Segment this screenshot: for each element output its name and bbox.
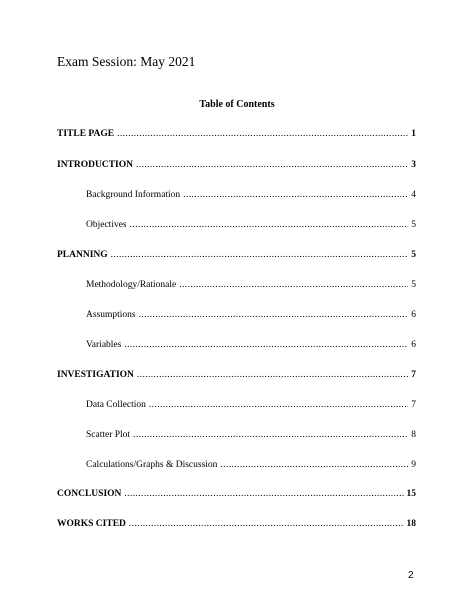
toc-entry-page: 7 — [411, 370, 416, 380]
toc-entry-introduction — [57, 159, 416, 171]
toc-leader-dots — [124, 488, 403, 500]
toc-entry-label: Background Information — [86, 190, 181, 200]
toc-entry-page: 5 — [411, 280, 416, 290]
toc-entry-planning — [57, 249, 416, 261]
toc-entry-label: Scatter Plot — [86, 430, 131, 440]
toc-entry-label: Variables — [86, 340, 122, 350]
toc-entry-label: INVESTIGATION — [57, 370, 134, 380]
toc-entry-label: Data Collection — [86, 400, 146, 410]
toc-entry-label: TITLE PAGE — [57, 129, 115, 139]
toc-leader-dots — [124, 339, 408, 351]
toc-entry-page: 7 — [411, 400, 416, 410]
toc-entry-page: 6 — [411, 310, 416, 320]
toc-entry-conclusion — [57, 488, 416, 500]
toc-leader-dots — [111, 249, 409, 261]
toc-entry-page: 8 — [411, 430, 416, 440]
toc-leader-dots — [183, 189, 408, 201]
toc-entry-label: Assumptions — [86, 310, 136, 320]
toc-entry-variables — [86, 339, 416, 351]
toc-entry-investigation — [57, 369, 416, 381]
toc-entry-page: 4 — [411, 190, 416, 200]
toc-entry-label: Objectives — [86, 220, 127, 230]
toc-entry-objectives — [86, 219, 416, 231]
toc-entry-background-information — [86, 189, 416, 201]
toc-entry-page: 5 — [411, 220, 416, 230]
toc-leader-dots — [137, 369, 408, 381]
toc-leader-dots — [136, 159, 408, 171]
toc-entry-page: 18 — [406, 519, 416, 529]
toc-entry-label: Calculations/Graphs & Discussion — [86, 460, 218, 470]
toc-leader-dots — [117, 128, 408, 140]
toc-leader-dots — [133, 429, 408, 441]
page-number: 2 — [408, 570, 414, 581]
toc-entry-works-cited — [57, 518, 416, 530]
exam-session-line: Exam Session: May 2021 — [57, 54, 196, 69]
toc-leader-dots — [129, 518, 404, 530]
toc-entry-page: 6 — [411, 340, 416, 350]
toc-heading: Table of Contents — [199, 99, 275, 110]
toc-leader-dots — [179, 279, 408, 291]
toc-entry-calculations-graphs-discussion — [86, 459, 416, 471]
toc-entry-label: PLANNING — [57, 250, 108, 260]
toc-entry-label: CONCLUSION — [57, 489, 122, 499]
toc-entry-label: WORKS CITED — [57, 519, 126, 529]
toc-entry-page: 1 — [411, 129, 416, 139]
toc-entry-page: 15 — [406, 489, 416, 499]
toc-leader-dots — [220, 459, 408, 471]
toc-entry-methodology-rationale — [86, 279, 416, 291]
toc-entry-page: 5 — [411, 250, 416, 260]
toc-leader-dots — [130, 219, 409, 231]
toc-entry-page: 9 — [411, 460, 416, 470]
toc-entry-scatter-plot — [86, 429, 416, 441]
toc-leader-dots — [149, 399, 408, 411]
toc-leader-dots — [139, 309, 409, 321]
toc-entry-assumptions — [86, 309, 416, 321]
toc-entry-label: Methodology/Rationale — [86, 280, 177, 290]
toc-entry-label: INTRODUCTION — [57, 160, 134, 170]
toc-entry-page: 3 — [411, 160, 416, 170]
toc-entry-title-page — [57, 128, 416, 140]
toc-entry-data-collection — [86, 399, 416, 411]
